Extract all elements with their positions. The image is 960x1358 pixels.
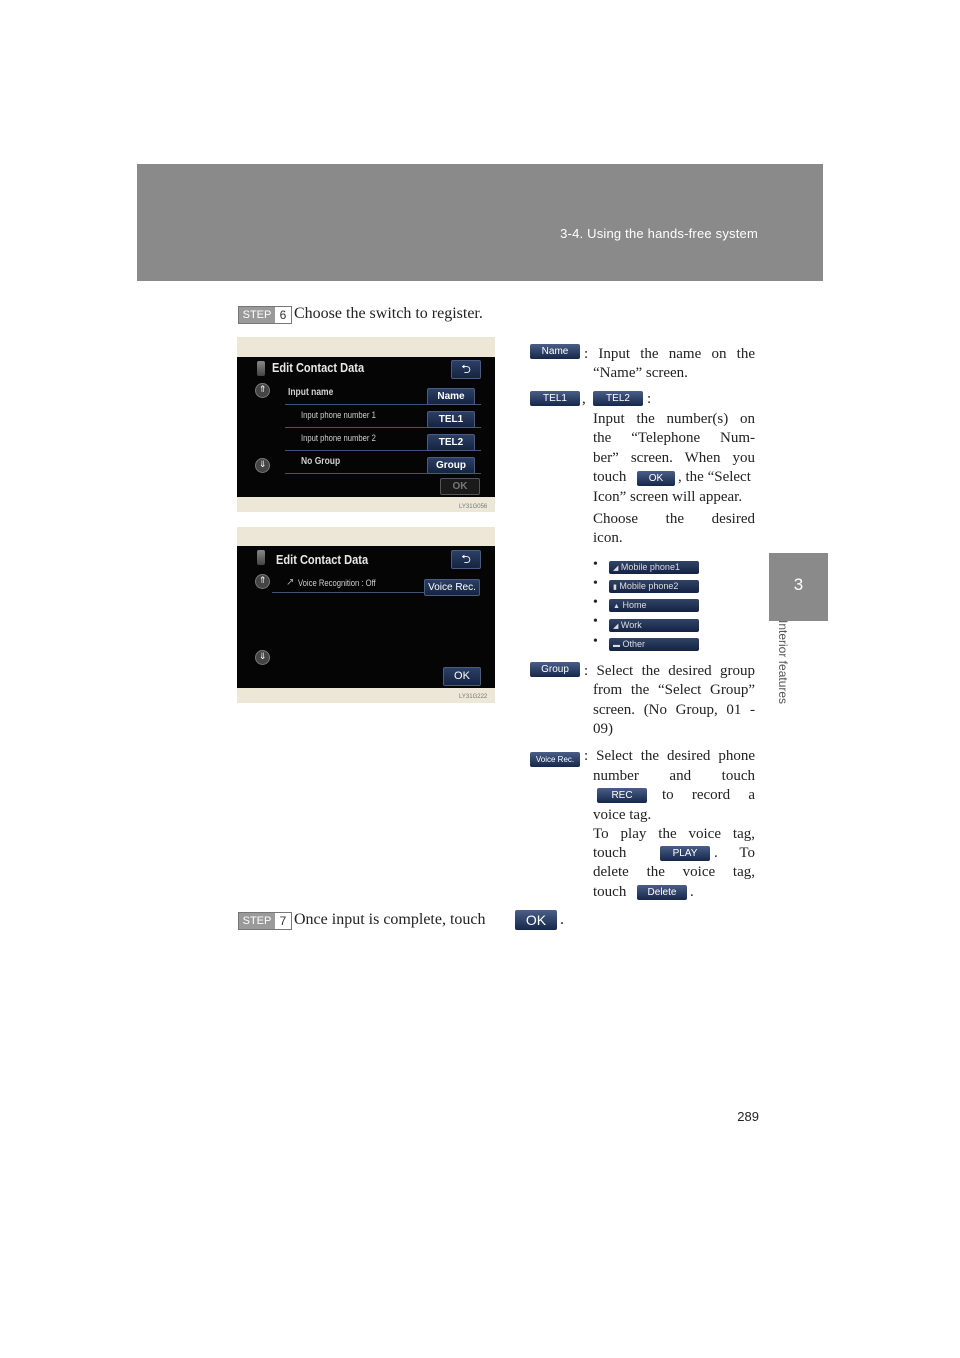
phone-icon [257, 361, 265, 376]
step-6-text: Choose the switch to register. [294, 305, 483, 322]
phone-icon [257, 550, 265, 565]
name-button-glyph: Name [530, 344, 580, 359]
bullet: • [593, 557, 598, 572]
screen-panel-2 [237, 527, 495, 703]
screen-title: Edit Contact Data [276, 552, 369, 567]
back-button[interactable]: ⮌ [451, 360, 481, 379]
tel-comma: , [582, 391, 586, 407]
rec-button-glyph: REC [597, 788, 647, 803]
step-number: 7 [275, 913, 291, 929]
step-number: 6 [275, 307, 291, 323]
step-7-badge [238, 912, 292, 930]
screen-1 [237, 357, 495, 497]
tel-touch-text: touch [593, 469, 627, 485]
play-button-glyph: PLAY [660, 846, 710, 861]
step-7-text: Once input is complete, touch [294, 911, 486, 928]
bullet: • [593, 576, 598, 591]
scroll-down-icon[interactable]: ⇓ [255, 458, 270, 473]
row-input-name: Input name [288, 387, 334, 398]
group-desc-line2: from the “Select Group” [593, 682, 755, 698]
ok-button-glyph: OK [515, 910, 557, 930]
tel1-button-glyph: TEL1 [530, 391, 580, 406]
row-voice-recognition: Voice Recognition : Off [298, 578, 376, 588]
microphone-icon: ↗ [286, 577, 295, 588]
delete-desc-line: delete the voice tag, [593, 864, 755, 880]
row-phone-1: Input phone number 1 [301, 410, 376, 420]
screen-title: Edit Contact Data [272, 360, 365, 375]
icon-mobile-phone1: ◢ Mobile phone1 [609, 561, 699, 574]
page-number: 289 [737, 1109, 759, 1124]
section-title: 3-4. Using the hands-free system [560, 226, 758, 241]
icon-other: ▬ Other [609, 638, 699, 651]
tel2-button[interactable]: TEL2 [427, 434, 475, 451]
tel2-button-glyph: TEL2 [593, 391, 643, 406]
play-touch-text: touch [593, 845, 627, 861]
row-no-group: No Group [301, 456, 341, 467]
step-label: STEP [239, 913, 275, 929]
voice-desc-line2: number and touch [593, 768, 755, 784]
voice-rec-post: to record a [662, 787, 755, 803]
chapter-tab [769, 553, 828, 621]
voice-rec-button-glyph: Voice Rec. [530, 752, 580, 767]
tel-desc-line2: the “Telephone Num- [593, 430, 755, 446]
screen-panel-1 [237, 337, 495, 512]
delete-touch-text: touch [593, 884, 627, 900]
delete-button-glyph: Delete [637, 885, 687, 900]
name-button[interactable]: Name [427, 388, 475, 405]
ok-button[interactable]: OK [440, 478, 480, 495]
group-button-glyph: Group [530, 662, 580, 677]
back-button[interactable]: ⮌ [451, 550, 481, 569]
icon-mobile-phone2: ▮ Mobile phone2 [609, 580, 699, 593]
group-desc-line4: 09) [593, 721, 613, 737]
choose-line2: icon. [593, 530, 623, 546]
icon-home: ▲ Home [609, 599, 699, 612]
scroll-down-icon[interactable]: ⇓ [255, 650, 270, 665]
name-desc-line2: “Name” screen. [593, 365, 688, 381]
chapter-label: Interior features [776, 620, 790, 705]
delete-post: . [690, 884, 694, 900]
name-desc-line1: : Input the name on the [584, 346, 755, 362]
choose-line1: Choose the desired [593, 511, 755, 527]
voice-desc-line4: To play the voice tag, [593, 826, 755, 842]
scroll-up-icon[interactable]: ⇑ [255, 383, 270, 398]
bullet: • [593, 634, 598, 649]
bullet: • [593, 595, 598, 610]
chapter-number: 3 [793, 575, 804, 594]
step-label: STEP [239, 307, 275, 323]
section-header [137, 164, 823, 281]
row-phone-2: Input phone number 2 [301, 433, 376, 443]
tel-desc-last: Icon” screen will appear. [593, 489, 743, 505]
tel-touch-post: , the “Select [678, 469, 751, 485]
step-7-post: . [560, 911, 564, 928]
voice-rec-button[interactable]: Voice Rec. [424, 579, 480, 596]
ok-button[interactable]: OK [443, 667, 481, 686]
group-desc-line3: screen. (No Group, 01 - [593, 702, 755, 718]
play-post: . To [714, 845, 755, 861]
tel-desc-line1: Input the number(s) on [593, 411, 755, 427]
group-button[interactable]: Group [427, 457, 475, 474]
tel-colon: : [647, 391, 652, 407]
scroll-up-icon[interactable]: ⇑ [255, 574, 270, 589]
image-code: LY31G222 [459, 694, 488, 700]
voice-desc-line3: voice tag. [593, 807, 652, 823]
tel-desc-line3: ber” screen. When you [593, 450, 755, 466]
step-6-badge [238, 306, 292, 324]
tel1-button[interactable]: TEL1 [427, 411, 475, 428]
icon-work: ◢ Work [609, 619, 699, 632]
voice-desc-line1: : Select the desired phone [584, 748, 755, 764]
image-code: LY31G056 [459, 504, 488, 510]
screen-2 [237, 546, 495, 688]
ok-button-glyph: OK [637, 471, 675, 486]
bullet: • [593, 614, 598, 629]
group-desc-line1: : Select the desired group [584, 663, 755, 679]
